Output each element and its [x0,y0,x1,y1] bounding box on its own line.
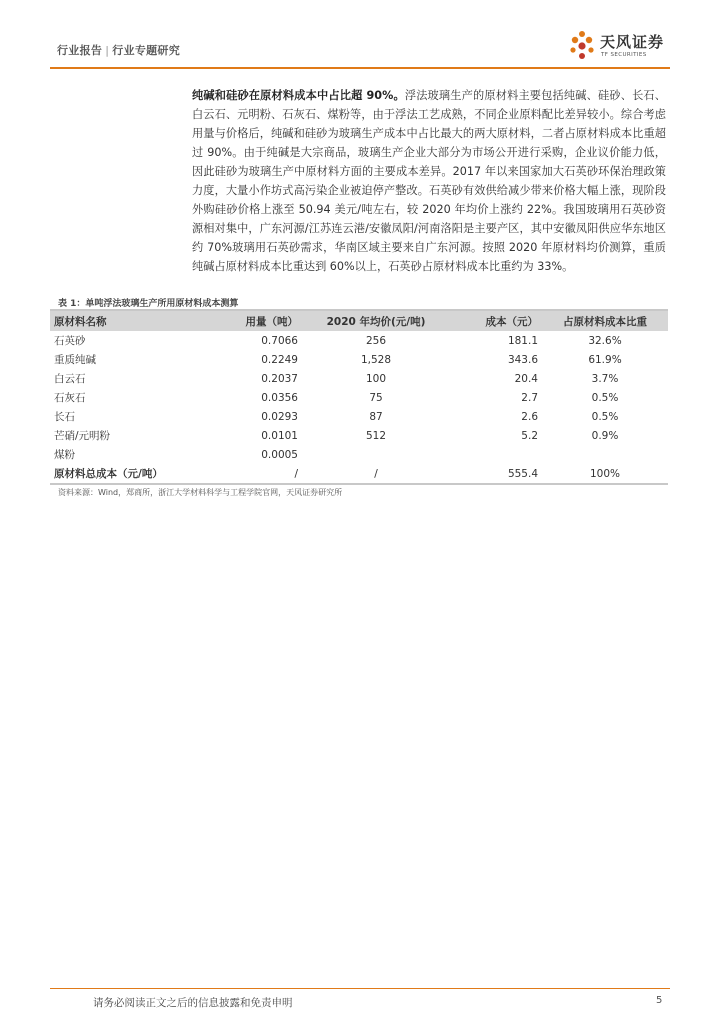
cell-quantity: 0.0293 [261,410,298,423]
paragraph-text: 浮法玻璃生产的原材料主要包括纯碱、硅砂、长石、白云石、元明粉、石灰石、煤粉等，由于浮法工艺成熟，不同企业原料配比差异较小。综合考虑用量与价格后，纯碱和硅砂为玻璃生产成本中占比最大的两大原材料，二者占原材料成本比重超过 90%。由于纯碱是大宗商品，玻璃生产企业大部分为市场公开进行采购，企业议价能力低，因此硅砂为玻璃生产中原材料方面的主要成本差异。2017 年以来国家加大石英砂环保治理政策力度，大量小作坊式高污染企业被迫停产整改。石英砂有效供给减少带来价格大幅上涨，现阶段外购硅砂价格上涨至 50.94 美元/吨左右，较 2020 年均价上涨约 22%。我国玻璃用石英砂资源相对集中，广东河源/江苏连云港/安徽凤阳/河南洛阳是主要产区，其中安徽凤阳供应华东地区约 70%玻璃用石英砂需求，华南区域主要来自广东河源。按照 2020 年原材料均价测算，重质纯碱占原材料成本比重达到 60%以上，石英砂占原材料成本比重约为 33%。 [192,89,666,273]
cell-share: 3.7% [591,372,619,385]
cell-material: 石英砂 [54,335,86,347]
cell-material: 长石 [54,411,75,423]
cell-quantity: 0.7066 [261,334,298,347]
cell-cost: 20.4 [514,372,538,385]
cell-share: 32.6% [588,334,622,347]
cell-total-price: / [302,464,450,484]
logo-text: 天风证券 [600,33,665,51]
cell-quantity: 0.0356 [261,391,298,404]
table-row [50,331,668,350]
col-header-quantity: 用量（吨） [208,310,302,331]
report-subtype-label: 行业专题研究 [112,44,181,57]
cell-price: 87 [369,410,383,423]
cost-table [50,309,668,485]
cell-material: 白云石 [54,373,86,385]
cell-price [302,445,450,464]
cell-share: 0.5% [591,391,619,404]
cell-price: 512 [365,429,387,442]
footer-disclaimer: 请务必阅读正文之后的信息披露和免责申明 [93,997,293,1009]
cell-quantity: 0.0101 [261,429,298,442]
cell-cost: 2.6 [521,410,538,423]
col-header-share: 占原材料成本比重 [542,310,668,331]
cell-total-cost: 555.4 [450,464,542,484]
table-header-row [50,310,668,331]
cell-price: 100 [365,372,387,385]
table-row [50,445,668,464]
cell-quantity: 0.2249 [261,353,298,366]
col-header-material: 原材料名称 [50,310,208,331]
header-breadcrumb [57,42,180,58]
col-header-price: 2020 年均价(元/吨) [302,310,450,331]
table-source: 资料来源：Wind，郑商所，浙江大学材料科学与工程学院官网，天风证券研究所 [58,488,343,497]
cell-cost: 343.6 [507,353,538,366]
lead-sentence: 纯碱和硅砂在原材料成本中占比超 90%。 [192,89,405,102]
table-row [50,388,668,407]
cell-quantity: 0.0005 [261,448,298,461]
report-type-label: 行业报告 [57,44,103,57]
table-row [50,407,668,426]
cell-material: 芒硝/元明粉 [54,430,111,442]
cell-cost: 181.1 [507,334,538,347]
cell-price: 256 [365,334,387,347]
cell-cost [450,445,542,464]
cell-material: 煤粉 [54,449,75,461]
cell-price: 75 [369,391,383,404]
body-paragraph [192,86,666,276]
cell-cost: 5.2 [521,429,538,442]
cell-quantity: 0.2037 [261,372,298,385]
col-header-cost: 成本（元） [450,310,542,331]
table-title: 表 1：单吨浮法玻璃生产所用原材料成本测算 [58,299,239,309]
logo-subtext: TF SECURITIES [601,52,647,58]
table-row [50,426,668,445]
page-number: 5 [656,995,663,1006]
cell-share [542,445,668,464]
cell-cost: 2.7 [521,391,538,404]
header-separator: | [105,44,110,57]
cell-total-label: 原材料总成本（元/吨） [50,464,208,484]
table-total-row [50,464,668,484]
header-divider [50,67,670,69]
cell-share: 0.9% [591,429,619,442]
cell-total-quantity: / [208,464,302,484]
cell-share: 0.5% [591,410,619,423]
cell-material: 石灰石 [54,392,86,404]
table-row [50,369,668,388]
footer-divider [50,988,670,989]
cell-material: 重质纯碱 [54,354,96,366]
table-row [50,350,668,369]
cell-price: 1,528 [360,353,392,366]
cell-share: 61.9% [588,353,622,366]
cell-total-share: 100% [542,464,668,484]
